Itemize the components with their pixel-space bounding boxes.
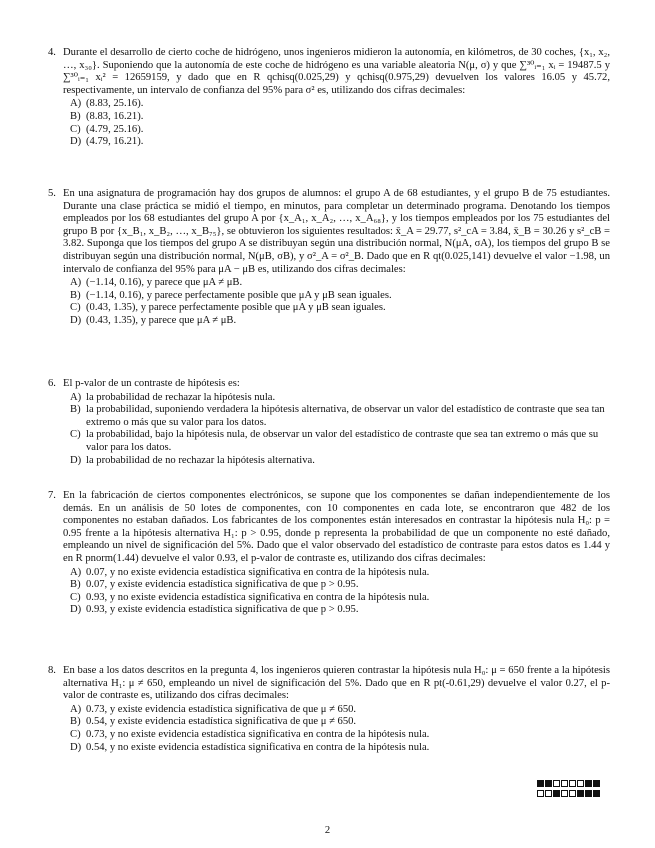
question-text: En la fabricación de ciertos componentes electrónicos, se supone que los componentes se dañan independientemente de los demás. En un análisis de 50 lotes de componentes, con 10 componentes en cada lote, se encontraron que 482 de los componentes no estaban dañados. Los fabricantes de los componentes están interesados en contrastar la hipótesis nula H₀: p = 0.95 frente a la hipótesis alternativa H₁: p > 0.95, donde p representa la probabilidad de que un componente no esté dañado, empleando un nivel de significación del 5%. Dado que el valor observado del estadístico de contraste para estos datos es 1.44 y en R pnorm(1.44) devuelve el valor 0.93, el p-valor de contraste es, utilizando dos cifras decimales: (63, 490, 610, 564)
option-text: la probabilidad de rechazar la hipótesis nula. (86, 391, 276, 403)
option-b (63, 716, 610, 729)
option-label: A) (70, 277, 82, 289)
question-5 (48, 188, 610, 328)
options-list (63, 98, 610, 148)
option-text: (4.79, 25.16). (86, 123, 144, 135)
option-text: (8.83, 25.16). (86, 98, 144, 110)
option-d (63, 604, 610, 617)
option-d (63, 742, 610, 755)
option-b (63, 404, 610, 429)
option-text: (0.43, 1.35), y parece perfectamente posible que μA y μB sean iguales. (86, 302, 386, 314)
option-label: A) (70, 703, 82, 715)
option-label: D) (70, 454, 82, 466)
question-text: El p-valor de un contraste de hipótesis es: (63, 378, 240, 389)
option-c (63, 729, 610, 742)
option-a (63, 277, 610, 290)
option-text: (4.79, 16.21). (86, 136, 144, 148)
option-text: (0.43, 1.35), y parece que μA ≠ μB. (86, 314, 237, 326)
option-text: (−1.14, 0.16), y parece que μA ≠ μB. (86, 277, 243, 289)
option-text: la probabilidad de no rechazar la hipótesis alternativa. (86, 454, 315, 466)
option-label: D) (70, 604, 82, 616)
option-b (63, 290, 610, 303)
option-label: C) (70, 429, 81, 441)
option-label: C) (70, 728, 81, 740)
option-c (63, 302, 610, 315)
question-text: En una asignatura de programación hay dos grupos de alumnos: el grupo A de 68 estudiantes, y el grupo B de 75 estudiantes. Durante una clase práctica se midió el tiempo, en minutos, para completar un determinado programa. Denotando los tiempos empleados por los 68 estudiantes del grupo A por {x_A₁, x_A₂, …, x_A₆₈}, y los tiempos empleados por los 75 estudiantes del grupo B por {x_B₁, x_B₂, …, x_B₇₅}, se obtuvieron los siguientes resultados: x̄_A = 29.77, s²_cA = 3.84, x̄_B = 30.26 y s²_cB = 3.82. Suponga que los tiempos del grupo A se distribuyan según una distribución normal, N(μA, σA), los tiempos del grupo B se distribuyan según una distribución normal, N(μB, σB), y σ²_A = σ²_B. Dado que en R qt(0.025,141) devuelve el valor −1.98, un intervalo de confianza del 95% para μA − μB es, utilizando dos cifras decimales: (63, 188, 610, 275)
option-d (63, 136, 610, 149)
option-label: A) (70, 391, 82, 403)
question-number: 4. (48, 47, 56, 58)
option-text: 0.54, y existe evidencia estadística significativa de que μ ≠ 650. (86, 716, 357, 728)
question-8 (48, 665, 610, 754)
option-a (63, 704, 610, 717)
question-number: 8. (48, 665, 56, 676)
option-text: 0.07, y no existe evidencia estadística significativa en contra de la hipótesis nula. (86, 566, 430, 578)
option-label: C) (70, 591, 81, 603)
option-d (63, 455, 610, 468)
options-list (63, 567, 610, 617)
option-text: 0.73, y no existe evidencia estadística significativa en contra de la hipótesis nula. (86, 728, 430, 740)
option-text: la probabilidad, suponiendo verdadera la hipótesis alternativa, de observar un valor del estadístico de contraste que sea tan extremo o más que su valor para los datos. (86, 404, 605, 428)
question-7 (48, 490, 610, 617)
option-c (63, 429, 610, 454)
options-list (63, 277, 610, 327)
page-number: 2 (324, 825, 331, 836)
question-text: Durante el desarrollo de cierto coche de hidrógeno, unos ingenieros midieron la autonomía, en kilómetros, de 30 coches, {x₁, x₂, …, x₃₀}. Suponiendo que la autonomía de este coche de hidrógeno es una variable aleatoria N(μ, σ) y que ∑³⁰ᵢ₌₁ xᵢ = 19487.5 y ∑³⁰ᵢ₌₁ xᵢ² = 12659159, y dado que en R qchisq(0.025,29) y qchisq(0.975,29) devuelven los valores 16.05 y 45.72, respectivamente, un intervalo de confianza del 95% para σ² es, utilizando dos cifras decimales: (63, 47, 610, 96)
question-text: En base a los datos descritos en la pregunta 4, los ingenieros quieren contrastar la hipótesis nula H₀: μ = 650 frente a la hipótesis alternativa H₁: μ ≠ 650, empleando un nivel de significación del 5%. Dado que en R pt(-0.61,29) devuelve el valor 0.27, el p-valor de contraste es, utilizando dos cifras decimales: (63, 665, 610, 702)
option-b (63, 579, 610, 592)
option-label: B) (70, 579, 81, 591)
option-text: (8.83, 16.21). (86, 110, 144, 122)
question-number: 6. (48, 378, 56, 389)
option-text: 0.93, y no existe evidencia estadística significativa en contra de la hipótesis nula. (86, 591, 430, 603)
question-number: 5. (48, 188, 56, 199)
option-text: la probabilidad, bajo la hipótesis nula, de observar un valor del estadístico de contraste que sea tan extremo o más que su valor para los datos. (86, 429, 599, 453)
option-label: B) (70, 716, 81, 728)
option-c (63, 592, 610, 605)
id-marker-pattern (537, 780, 607, 800)
option-b (63, 111, 610, 124)
option-label: D) (70, 741, 82, 753)
options-list (63, 704, 610, 754)
option-a (63, 98, 610, 111)
option-a (63, 392, 610, 405)
option-label: B) (70, 289, 81, 301)
option-label: C) (70, 123, 81, 135)
option-a (63, 567, 610, 580)
question-4 (48, 47, 610, 149)
option-text: 0.93, y existe evidencia estadística significativa de que p > 0.95. (86, 604, 359, 616)
option-text: (−1.14, 0.16), y parece perfectamente posible que μA y μB sean iguales. (86, 289, 392, 301)
option-text: 0.07, y existe evidencia estadística significativa de que p > 0.95. (86, 579, 359, 591)
question-number: 7. (48, 490, 56, 501)
option-label: B) (70, 110, 81, 122)
option-label: C) (70, 302, 81, 314)
option-label: A) (70, 98, 82, 110)
question-6 (48, 378, 610, 467)
option-label: B) (70, 404, 81, 416)
option-text: 0.54, y no existe evidencia estadística significativa en contra de la hipótesis nula. (86, 741, 430, 753)
option-text: 0.73, y existe evidencia estadística significativa de que μ ≠ 650. (86, 703, 357, 715)
option-label: D) (70, 136, 82, 148)
option-label: A) (70, 566, 82, 578)
option-label: D) (70, 314, 82, 326)
option-c (63, 124, 610, 137)
option-d (63, 315, 610, 328)
options-list (63, 392, 610, 468)
